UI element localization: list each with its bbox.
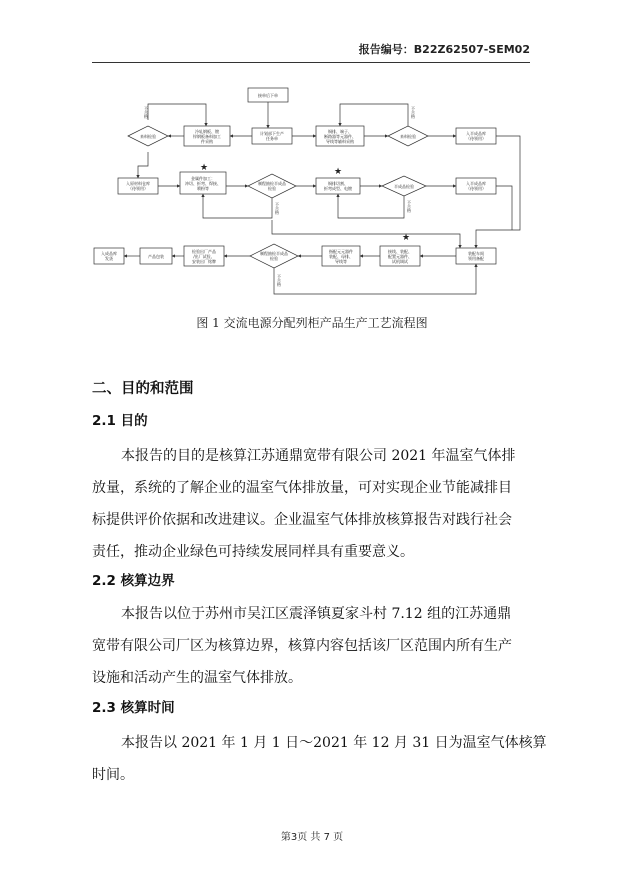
paragraph-line: 本报告的目的是核算江苏通鼎宽带有限公司 2021 年温室气体排 xyxy=(121,448,516,464)
boundary-paragraph xyxy=(92,598,534,694)
fail-label: 合 xyxy=(411,110,415,115)
fail-label: 格 xyxy=(407,208,411,213)
paragraph-line: 责任，推动企业绿色可持续发展同样具有重要意义。 xyxy=(92,544,414,560)
copper-parts-label: 铜排、端子、 xyxy=(328,129,352,134)
subsection-heading-period: 2.3 核算时间 xyxy=(92,700,175,716)
final-check-label: 制程抽检半成品 xyxy=(260,251,288,256)
start-label: 接单后下单 xyxy=(258,93,278,98)
loading-label: 装配、母排、 xyxy=(329,254,353,259)
store-out-label: 发货 xyxy=(105,256,113,261)
fail-label: 格 xyxy=(275,210,279,215)
plan-label: 任务单 xyxy=(266,136,278,141)
fail-label: 格 xyxy=(144,114,148,119)
wiring-label: 试机调试 xyxy=(392,259,408,264)
paragraph-line: 设施和活动产生的温室气体排放。 xyxy=(92,670,302,686)
key-process-star: ★ xyxy=(402,233,411,243)
metal-work-label: 喷粉等 xyxy=(197,186,209,191)
store-out-label: 入成品库 xyxy=(101,251,117,256)
store-left-label: 入原材料仓库 xyxy=(126,181,150,186)
sheet-parts-label: 件采购 xyxy=(201,139,213,144)
assembly-prep-label: 领用备配 xyxy=(468,256,484,261)
header-divider xyxy=(92,62,530,63)
copper-parts-label: 断路器等元器件、 xyxy=(324,134,356,139)
store-right-label: （待领用） xyxy=(466,136,486,141)
plan-label: 计划部下生产 xyxy=(260,131,284,136)
section-heading: 二、目的和范围 xyxy=(92,381,194,397)
sheet-parts-label: 冷轧钢板、镀 xyxy=(195,129,219,134)
report-number: 报告编号：B22Z62507-SEM02 xyxy=(358,43,530,56)
paragraph-line: 宽带有限公司厂区为核算边界，核算内容包括该厂区范围内所有生产 xyxy=(92,638,512,654)
store-right-label: 入半成品库 xyxy=(466,131,486,136)
store-right2-label: （待领用） xyxy=(466,186,486,191)
wiring-label: 配置元器件、 xyxy=(388,254,412,259)
paragraph-line: 本报告以 2021 年 1 月 1 日～2021 年 12 月 31 日为温室气体核算 xyxy=(121,735,547,751)
factory-test-label: 安装出厂铭牌 xyxy=(192,259,216,264)
semi-check-label: 制程抽检半成品 xyxy=(258,181,286,186)
subsection-heading-purpose: 2.1 目的 xyxy=(92,413,148,429)
incoming-left-label: 来料检验 xyxy=(140,134,156,139)
factory-test-label: /出厂试验、 xyxy=(193,254,215,259)
incoming-right-label: 来料检验 xyxy=(400,134,416,139)
paragraph-line: 放量，系统的了解企业的温室气体排放量，可对实现企业节能减排目 xyxy=(92,480,512,496)
fail-label: 不 xyxy=(407,200,411,205)
period-paragraph xyxy=(92,727,547,791)
semi-check-label: 检验 xyxy=(268,186,276,191)
metal-work-label: 冲切、折弯、焊接、 xyxy=(185,181,221,186)
sheet-parts-label: 锌钢板备料加工 xyxy=(193,134,221,139)
copper-process-label: 折弯成型、电镀 xyxy=(324,186,352,191)
fail-label: 合 xyxy=(144,110,148,115)
final-check-label: 检验 xyxy=(270,256,278,261)
copper-parts-label: 导线等辅料采购 xyxy=(326,139,354,144)
fail-label: 不 xyxy=(411,106,415,111)
paragraph-line: 时间。 xyxy=(92,767,134,783)
fail-label: 合 xyxy=(277,278,281,283)
fail-label: 合 xyxy=(275,206,279,211)
loading-label: 指配元元器件 xyxy=(329,249,353,254)
purpose-paragraph xyxy=(92,440,534,568)
store-right2-label: 入半成品库 xyxy=(466,181,486,186)
process-flowchart xyxy=(88,80,536,312)
loading-label: 导线等 xyxy=(335,259,347,264)
store-left-label: （待领用） xyxy=(128,186,148,191)
fail-label: 格 xyxy=(411,114,415,119)
key-process-star: ★ xyxy=(200,163,209,173)
subsection-heading-boundary: 2.2 核算边界 xyxy=(92,573,175,589)
fail-label: 不 xyxy=(144,106,148,111)
factory-test-label: 检验出厂产品 xyxy=(192,249,216,254)
page-footer: 第3页 共 7 页 xyxy=(280,832,344,843)
paragraph-line: 标提供评价依据和改进建议。企业温室气体排放核算报告对践行社会 xyxy=(92,512,512,528)
fail-label: 不 xyxy=(277,274,281,279)
key-process-star: ★ xyxy=(334,167,343,177)
paragraph-line: 本报告以位于苏州市吴江区震泽镇夏家斗村 7.12 组的江苏通鼎 xyxy=(121,606,512,622)
metal-work-label: 金属件加工： xyxy=(191,176,215,181)
wiring-label: 接线、装配、 xyxy=(388,249,412,254)
assembly-prep-label: 装配车间 xyxy=(468,251,484,256)
fail-label: 合 xyxy=(407,204,411,209)
fail-label: 格 xyxy=(277,282,281,287)
semi-check2-label: 半成品检验 xyxy=(394,184,414,189)
fail-label: 不 xyxy=(275,202,279,207)
product-label-label: 产品包装 xyxy=(148,254,164,259)
figure-caption: 图 1 交流电源分配列柜产品生产工艺流程图 xyxy=(196,316,428,330)
copper-process-label: 铜排切割、 xyxy=(328,181,348,186)
